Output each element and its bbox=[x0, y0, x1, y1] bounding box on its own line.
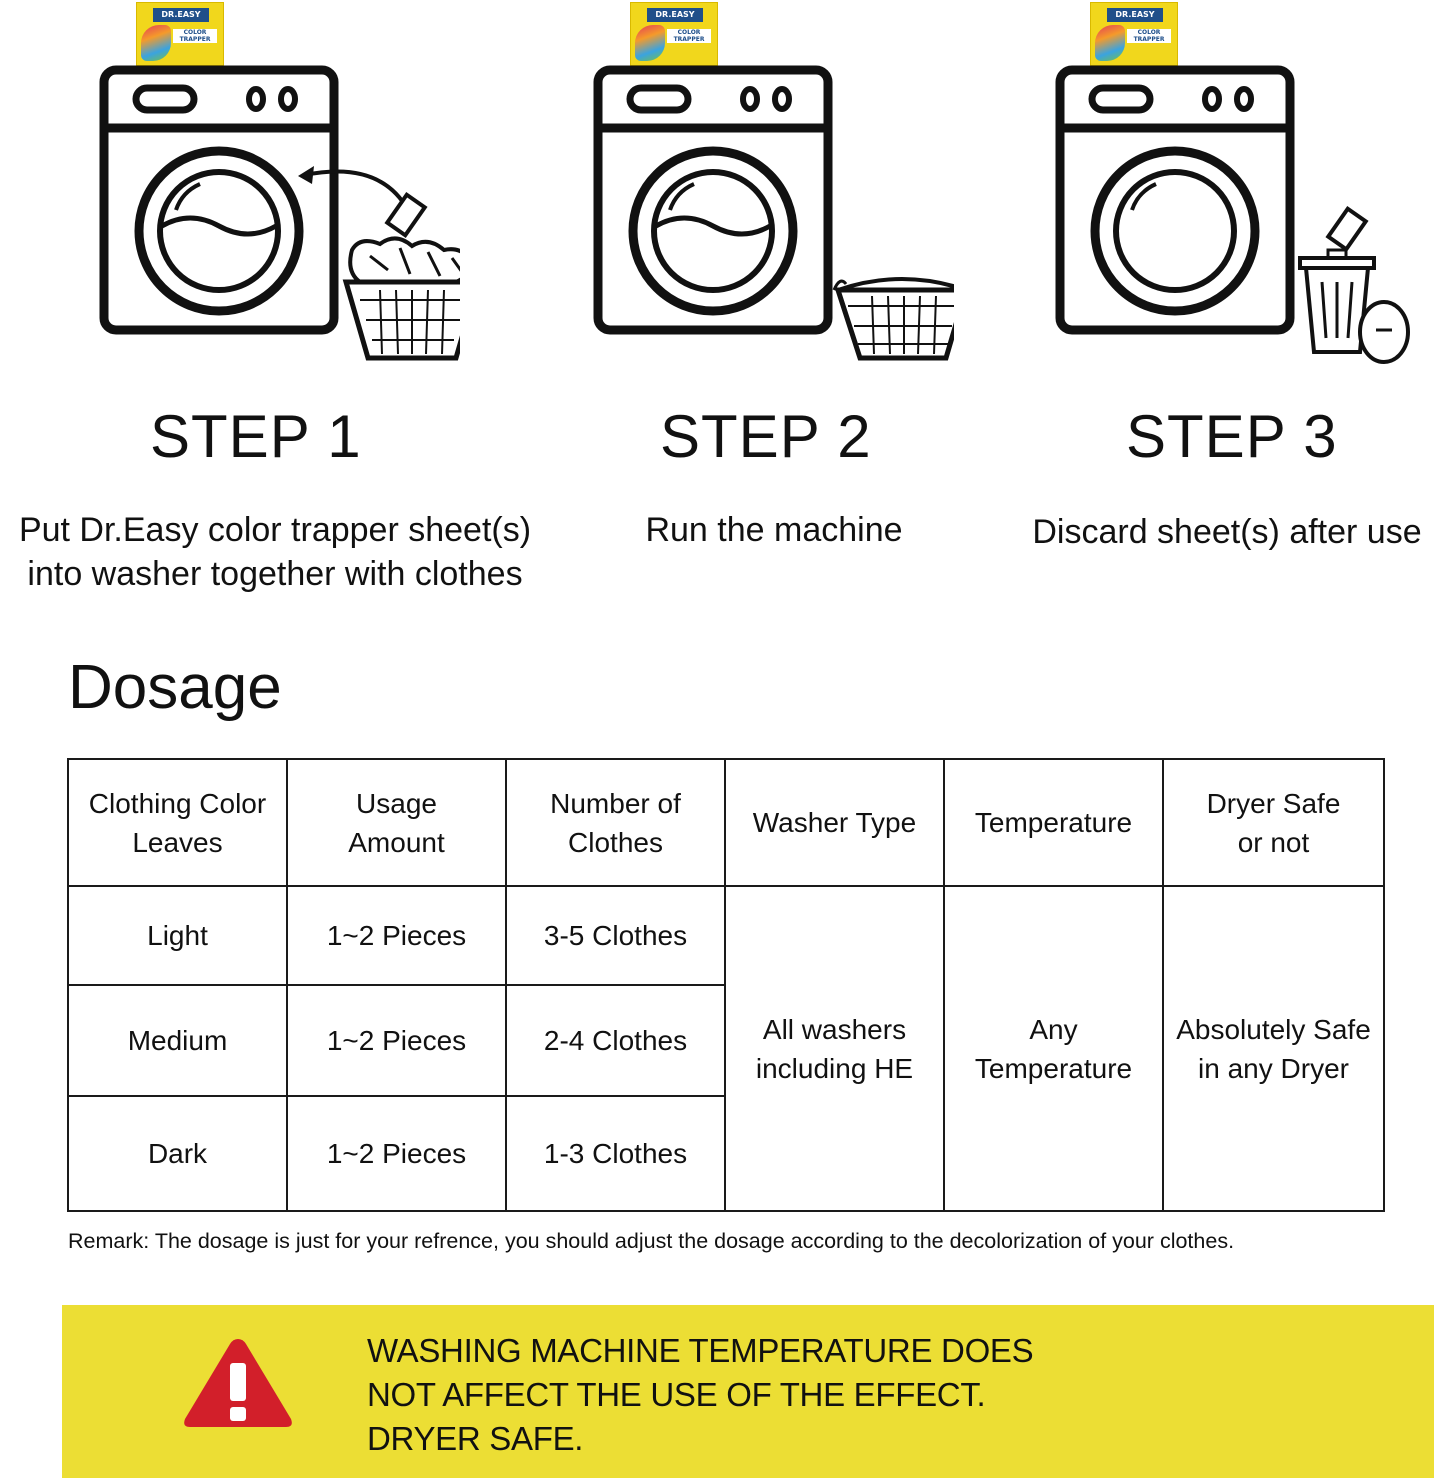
product-box-brand: DR.EASY bbox=[1107, 8, 1163, 22]
cell-usage: 1~2 Pieces bbox=[287, 886, 506, 985]
product-box-brand: DR.EASY bbox=[647, 8, 703, 22]
dosage-remark: Remark: The dosage is just for your refrence, you should adjust the dosage according to the decolorization of your clothes. bbox=[68, 1229, 1235, 1253]
product-box-product: COLOR TRAPPER bbox=[667, 29, 711, 43]
table-row bbox=[68, 886, 1384, 985]
cell-color: Light bbox=[68, 886, 287, 985]
product-box-product: COLOR TRAPPER bbox=[1127, 29, 1171, 43]
warning-line-1: WASHING MACHINE TEMPERATURE DOES bbox=[367, 1332, 1034, 1369]
washing-machine-icon bbox=[0, 0, 460, 380]
dosage-title: Dosage bbox=[68, 653, 282, 722]
step-1-line-1: Put Dr.Easy color trapper sheet(s) bbox=[18, 511, 532, 549]
header-temperature: Temperature bbox=[944, 759, 1163, 886]
cell-usage: 1~2 Pieces bbox=[287, 985, 506, 1096]
step-2 bbox=[494, 0, 954, 620]
cell-color: Dark bbox=[68, 1096, 287, 1211]
product-box-brand: DR.EASY bbox=[153, 8, 209, 22]
laundry-basket-icon bbox=[346, 238, 460, 358]
header-number-of-clothes: Number of Clothes bbox=[506, 759, 725, 886]
step-3-description bbox=[1004, 510, 1450, 554]
step-1-description bbox=[0, 508, 550, 596]
cell-usage: 1~2 Pieces bbox=[287, 1096, 506, 1211]
product-box-product: COLOR TRAPPER bbox=[173, 29, 217, 43]
header-usage-amount: Usage Amount bbox=[287, 759, 506, 886]
warning-line-3: DRYER SAFE. bbox=[367, 1420, 584, 1457]
washing-machine-icon bbox=[494, 0, 954, 380]
header-clothing-color: Clothing Color Leaves bbox=[68, 759, 287, 886]
cell-temperature: Any Temperature bbox=[944, 886, 1163, 1211]
cell-clothes: 3-5 Clothes bbox=[506, 886, 725, 985]
warning-triangle-icon bbox=[180, 1333, 296, 1433]
cell-washer-type: All washers including HE bbox=[725, 886, 944, 1211]
step-3-line-1: Discard sheet(s) after use bbox=[1032, 513, 1422, 551]
step-2-title: STEP 2 bbox=[660, 403, 872, 470]
sheet-icon bbox=[387, 195, 425, 235]
trash-can-icon bbox=[1300, 250, 1408, 362]
step-1-title: STEP 1 bbox=[150, 403, 362, 470]
sheet-icon bbox=[1328, 209, 1366, 249]
washing-machine-icon bbox=[956, 0, 1416, 380]
cell-color: Medium bbox=[68, 985, 287, 1096]
step-1-line-2: into washer together with clothes bbox=[27, 555, 523, 593]
cell-clothes: 1-3 Clothes bbox=[506, 1096, 725, 1211]
step-1 bbox=[0, 0, 532, 620]
table-header-row bbox=[68, 759, 1384, 886]
cell-dryer-safe: Absolutely Safe in any Dryer bbox=[1163, 886, 1384, 1211]
warning-banner bbox=[62, 1305, 1434, 1478]
empty-basket-icon bbox=[834, 279, 954, 358]
step-2-line-1: Run the machine bbox=[645, 511, 903, 549]
arrow-icon bbox=[305, 172, 408, 210]
step-3-title: STEP 3 bbox=[1126, 403, 1338, 470]
header-dryer-safe: Dryer Safe or not bbox=[1163, 759, 1384, 886]
cell-clothes: 2-4 Clothes bbox=[506, 985, 725, 1096]
header-washer-type: Washer Type bbox=[725, 759, 944, 886]
dosage-table bbox=[67, 758, 1385, 1212]
warning-text bbox=[367, 1329, 1033, 1461]
step-2-description bbox=[594, 508, 954, 552]
step-3 bbox=[956, 0, 1422, 620]
warning-line-2: NOT AFFECT THE USE OF THE EFFECT. bbox=[367, 1376, 986, 1413]
